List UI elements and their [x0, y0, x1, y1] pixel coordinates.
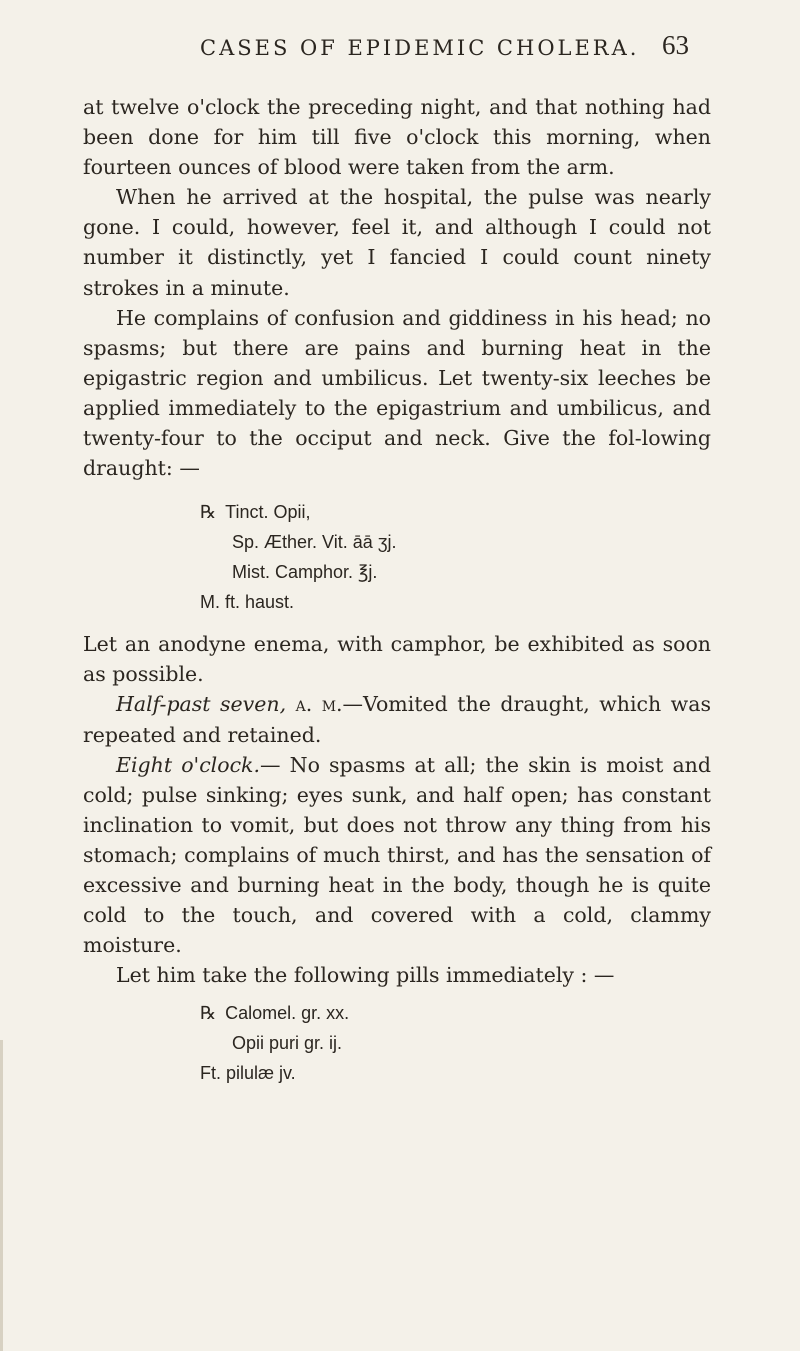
paragraph-5-time-lead: Half-past seven,: [116, 692, 287, 717]
paragraph-5-meridiem: a. m.: [295, 692, 343, 717]
paragraph-2: When he arrived at the hospital, the pulse was nearly gone. I could, however, feel it, and although I could not number it distinctly, yet I fancied I could count ninety strokes in a minute.: [83, 185, 711, 300]
prescription-1-line-4: M. ft. haust.: [200, 592, 295, 613]
binding-edge: [0, 1040, 3, 1351]
paragraph-6-body: — No spasms at all; the skin is moist and cold; pulse sinking; eyes sunk, and half open; has constant inclination to vomit, but does not throw any thing from his stomach; complains of much thirst, and has the sensation of excessive and burning heat in the body, though he is quite cold to the touch, and covered with a cold, clammy moisture.: [83, 752, 711, 958]
paragraph-6: [83, 750, 711, 961]
prescription-2-line-1: ℞ Calomel. gr. xx.: [200, 1003, 350, 1024]
prescription-1-line-2: Sp. Æther. Vit. āā ʒj.: [232, 532, 397, 553]
prescription-1: [200, 497, 711, 617]
prescription-1-line-3: Mist. Camphor. ℥j.: [232, 562, 378, 583]
paragraph-3: He complains of confusion and giddiness in his head; no spasms; but there are pains and burning heat in the epigastric region and umbilicus. Let twenty-six leeches be applied immediately to the epigastrium and umbilicus, and twenty-four to the occiput and neck. Give the fol-lowing draught: —: [83, 305, 711, 481]
body-text: [83, 92, 711, 1088]
running-head: CASES OF EPIDEMIC CHOLERA.: [200, 36, 640, 60]
recipe-symbol-icon: ℞: [200, 1003, 217, 1024]
prescription-2-line-3: Ft. pilulæ jv.: [200, 1063, 296, 1084]
paragraph-6-time-lead: Eight o'clock.: [116, 752, 260, 777]
paragraph-4: Let an anodyne enema, with camphor, be exhibited as soon as possible.: [83, 632, 711, 687]
paragraph-1: at twelve o'clock the preceding night, and that nothing had been done for him till five o'clock this morning, when fourteen ounces of blood were taken from the arm.: [83, 95, 711, 180]
page-number: 63: [662, 30, 689, 60]
prescription-2-line-2: Opii puri gr. ij.: [232, 1033, 343, 1054]
paragraph-7: Let him take the following pills immediately : —: [116, 963, 615, 988]
prescription-1-line-1: ℞ Tinct. Opii,: [200, 502, 311, 523]
recipe-symbol-icon: ℞: [200, 502, 217, 523]
paragraph-5: [83, 689, 711, 749]
paragraph-5-body: —Vomited the draught, which was repeated and retained.: [83, 692, 711, 747]
prescription-2: [200, 998, 711, 1088]
